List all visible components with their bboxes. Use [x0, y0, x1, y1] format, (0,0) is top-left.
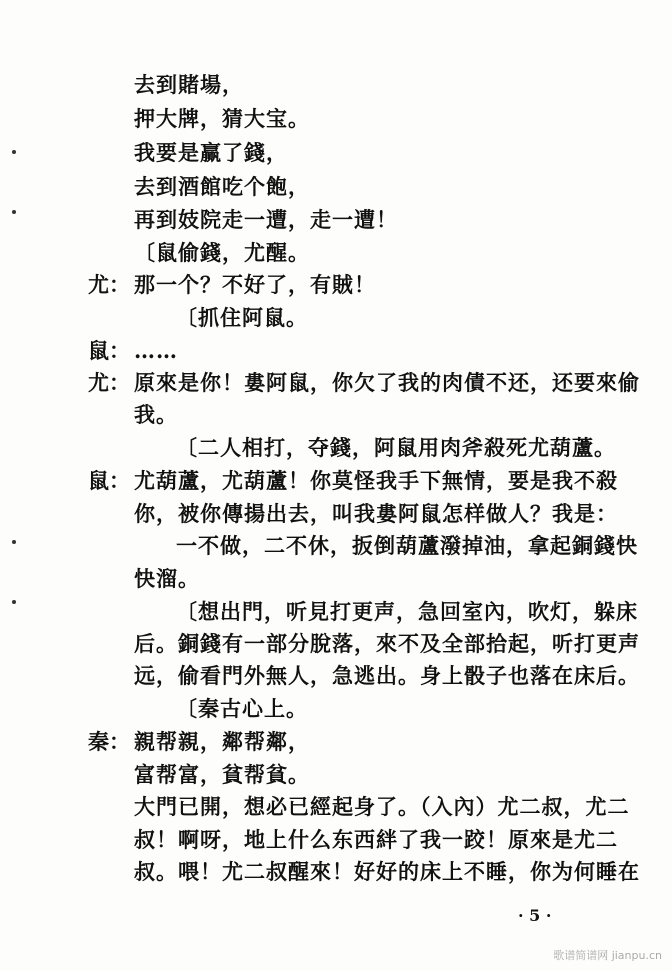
stage-direction: 远，偷看門外無人，急逃出。身上骰子也落在床后。 — [134, 663, 640, 688]
dialogue-line: 快溜。 — [134, 566, 200, 591]
stage-direction: 〔鼠偷錢，尤醒。 — [134, 240, 310, 265]
text-line: 再到妓院走一遭，走一遭！ — [134, 207, 398, 232]
text-line: 去到酒館吃个飽， — [134, 174, 310, 199]
speaker-label: 鼠： — [88, 338, 130, 363]
dialogue-line: 那一个？不好了，有賊！ — [134, 272, 376, 297]
stage-direction: 后。銅錢有一部分脫落，來不及全部拾起，听打更声 — [134, 631, 640, 656]
page-number: · 5 · — [518, 906, 552, 925]
speaker-label: 尤： — [88, 370, 130, 395]
dialogue-line: 富帮富，貧帮貧。 — [134, 762, 310, 787]
dialogue-line: 叔。喂！尤二叔醒來！好好的床上不睡，你为何睡在 — [134, 859, 640, 884]
scan-speck — [12, 600, 16, 604]
scan-speck — [12, 540, 16, 544]
dialogue-line: …… — [134, 338, 178, 363]
dialogue-line: 一不做，二不休，扳倒葫蘆潑掉油，拿起銅錢快 — [176, 533, 638, 558]
stage-direction: 〔抓住阿鼠。 — [176, 305, 308, 330]
scan-speck — [12, 210, 16, 214]
dialogue-line: 尤葫蘆，尤葫蘆！你莫怪我手下無情，要是我不殺 — [134, 468, 618, 493]
dialogue-line: 你，被你傳揚出去，叫我婁阿鼠怎样做人？我是： — [134, 501, 618, 526]
dialogue-line: 大門已開，想必已經起身了。（入內）尤二叔，尤二 — [134, 794, 630, 819]
speaker-label: 秦： — [88, 729, 130, 754]
speaker-label: 尤： — [88, 272, 130, 297]
stage-direction: 〔想出門，听見打更声，急回室內，吹灯，躲床 — [176, 599, 638, 624]
dialogue-line: 親帮親，鄰帮鄰， — [134, 729, 310, 754]
dialogue-line: 原來是你！婁阿鼠，你欠了我的肉債不还，还要來偷 — [134, 370, 640, 395]
dialogue-line: 我。 — [134, 402, 178, 427]
speaker-label: 鼠： — [88, 468, 130, 493]
text-line: 我要是赢了錢， — [134, 140, 288, 165]
watermark: 歌谱简谱网 jianpu.cn — [553, 949, 662, 962]
stage-direction: 〔二人相打，夺錢，阿鼠用肉斧殺死尤葫蘆。 — [176, 435, 616, 460]
text-line: 押大牌，猜大宝。 — [134, 106, 310, 131]
scan-speck — [12, 150, 16, 154]
text-line: 去到賭場， — [134, 72, 244, 97]
stage-direction: 〔秦古心上。 — [176, 696, 308, 721]
dialogue-line: 叔！啊呀，地上什么东西絆了我一跤！原來是尤二 — [134, 827, 618, 852]
